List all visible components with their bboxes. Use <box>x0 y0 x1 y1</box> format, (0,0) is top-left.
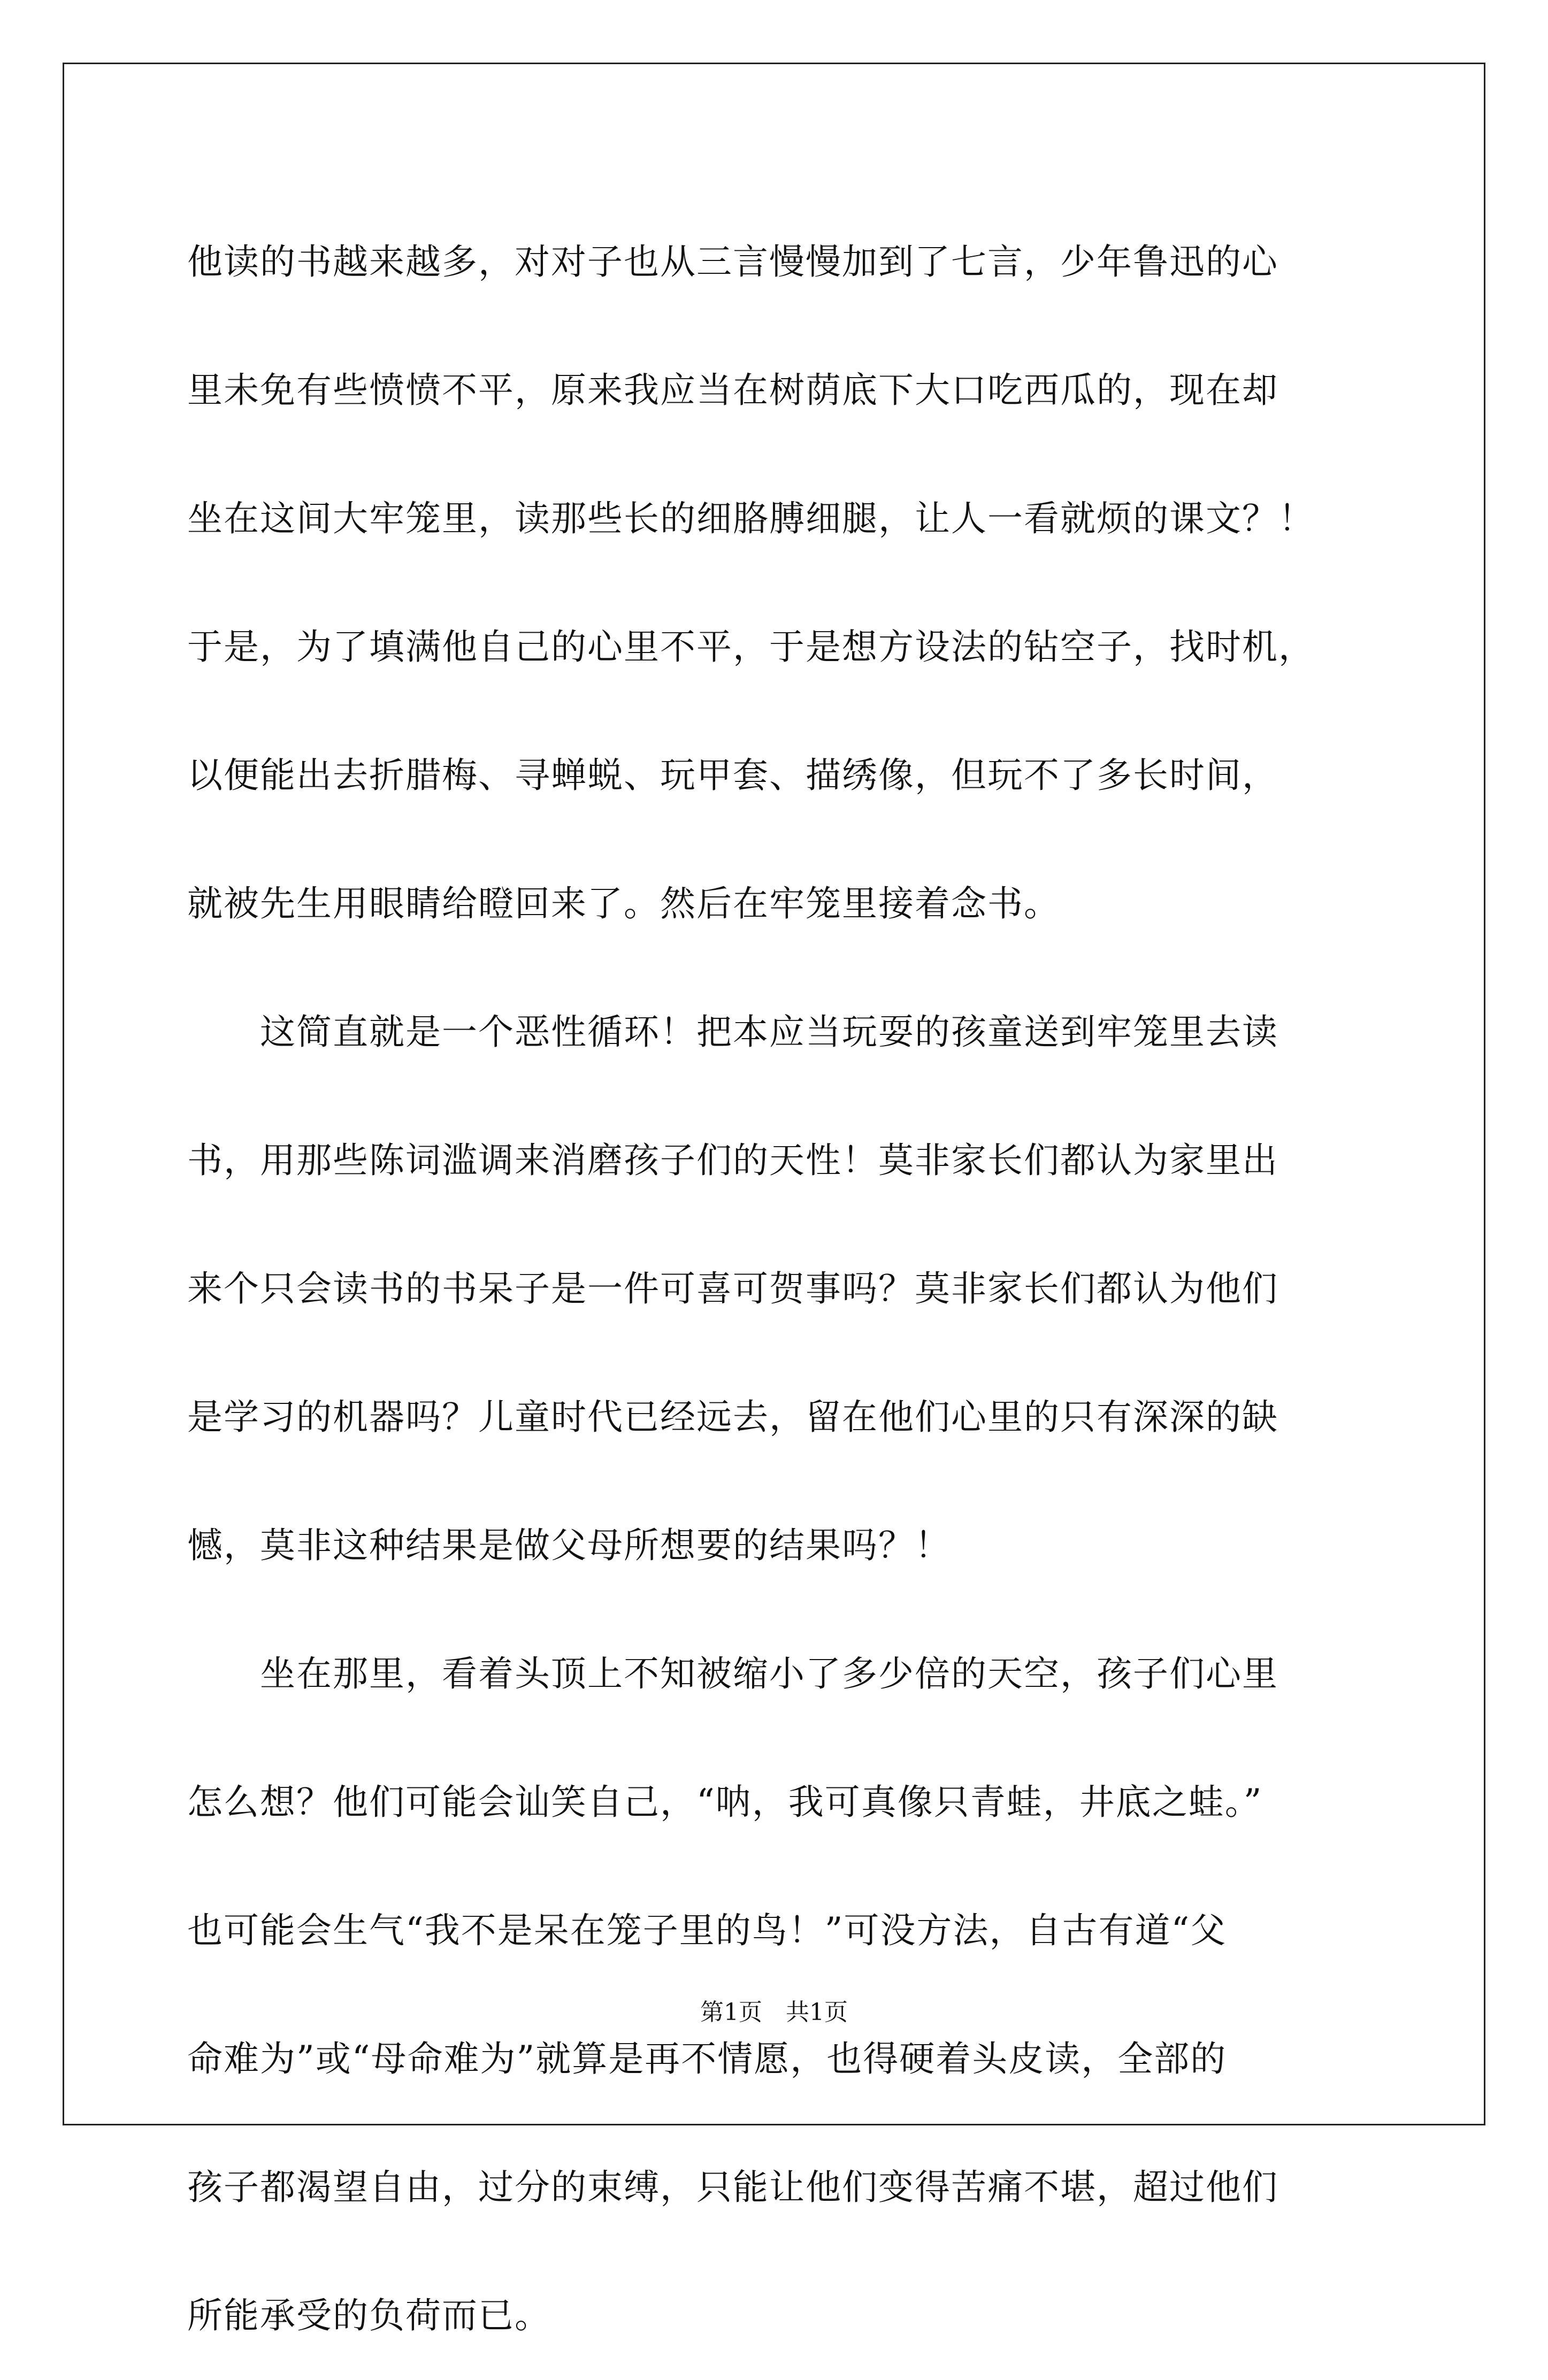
text-line: 是学习的机器吗？儿童时代已经远去，留在他们心里的只有深深的缺 <box>187 1396 1278 1438</box>
text-line: 怎么想？他们可能会讪笑自己，“呐，我可真像只青蛙，井底之蛙。” <box>187 1782 1263 1823</box>
text-line: 书，用那些陈词滥调来消磨孩子们的天性！莫非家长们都认为家里出 <box>187 1140 1278 1181</box>
document-body <box>187 198 1372 2380</box>
text-line: 就被先生用眼睛给瞪回来了。然后在牢笼里接着念书。 <box>187 883 1060 924</box>
text-line: 来个只会读书的书呆子是一件可喜可贺事吗？莫非家长们都认为他们 <box>187 1268 1278 1309</box>
text-line: 坐在这间大牢笼里，读那些长的细胳膊细腿，让人一看就烦的课文？！ <box>187 498 1315 539</box>
text-line: 坐在那里，看着头顶上不知被缩小了多少倍的天空，孩子们心里 <box>187 1653 1278 1694</box>
page-footer: 第1页 共1页 <box>700 1999 848 2026</box>
text-line: 以便能出去折腊梅、寻蝉蜕、玩甲套、描绣像，但玩不了多长时间， <box>187 755 1278 796</box>
text-line: 命难为”或“母命难为”就算是再不情愿，也得硬着头皮读，全部的 <box>187 2038 1227 2079</box>
text-line: 所能承受的负荷而已。 <box>187 2295 551 2336</box>
text-line: 孩子都渴望自由，过分的束缚，只能让他们变得苦痛不堪，超过他们 <box>187 2167 1278 2208</box>
text-line: 于是，为了填满他自己的心里不平，于是想方设法的钻空子，找时机， <box>187 626 1315 667</box>
text-line: 也可能会生气“我不是呆在笼子里的鸟！”可没方法，自古有道“父 <box>187 1910 1227 1951</box>
text-line: 这简直就是一个恶性循环！把本应当玩耍的孩童送到牢笼里去读 <box>187 1011 1278 1053</box>
text-line: 里未免有些愤愤不平，原来我应当在树荫底下大口吃西瓜的，现在却 <box>187 370 1278 411</box>
text-line: 他读的书越来越多，对对子也从三言慢慢加到了七言，少年鲁迅的心 <box>187 241 1278 282</box>
text-line: 憾，莫非这种结果是做父母所想要的结果吗？！ <box>187 1525 951 1566</box>
